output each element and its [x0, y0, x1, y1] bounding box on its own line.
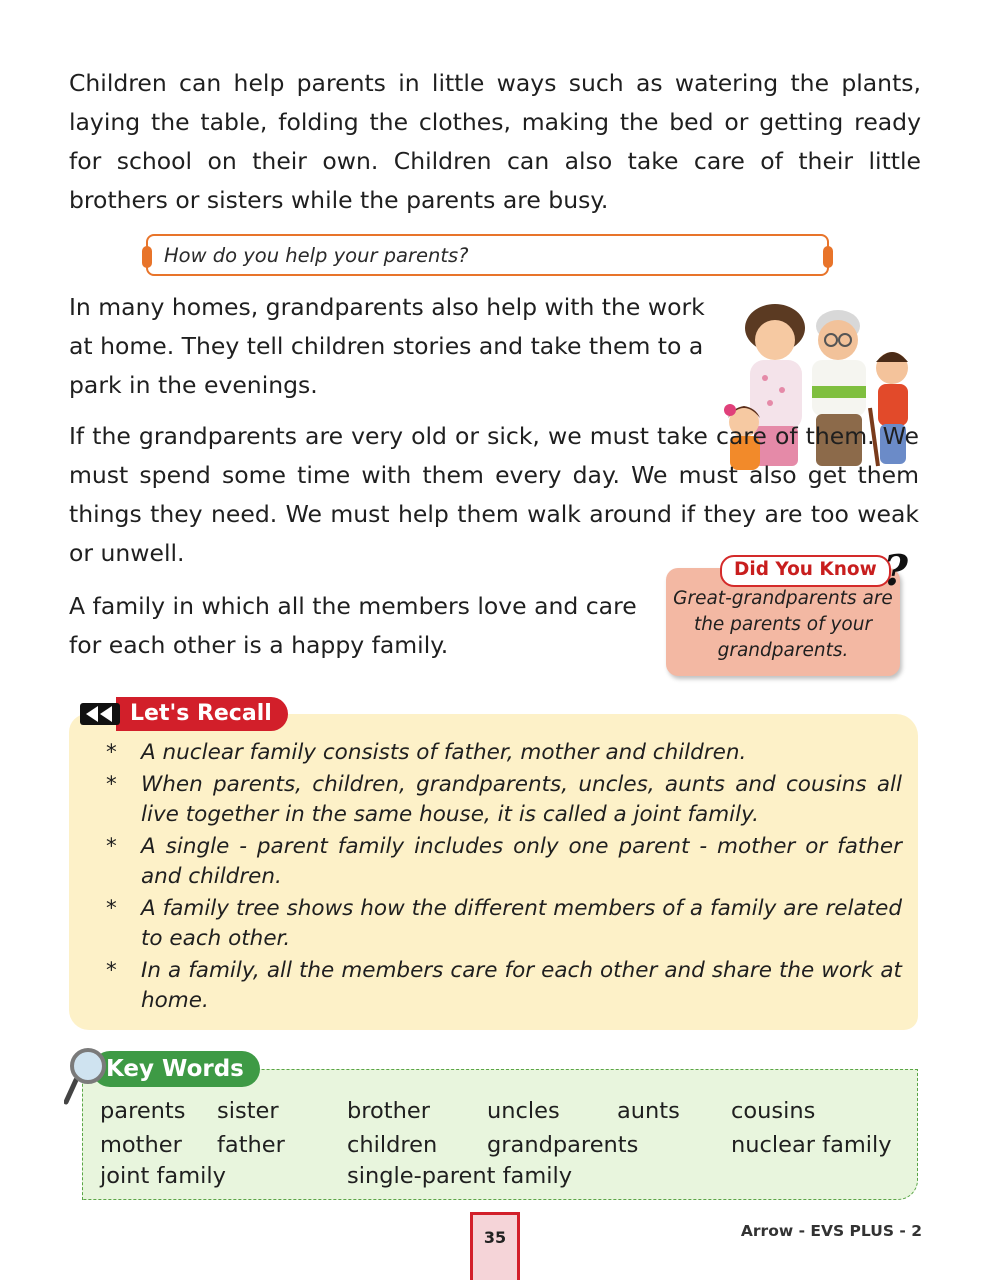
recall-list [104, 738, 902, 1018]
key-word: nuclear family [731, 1132, 892, 1158]
question-tab-left [142, 246, 152, 268]
page-number: 35 [470, 1212, 520, 1280]
key-word: brother [347, 1098, 430, 1124]
recall-item: * In a family, all the members care for each other and share the work at home. [104, 956, 902, 1016]
recall-item: * A nuclear family consists of father, mother and children. [104, 738, 902, 768]
lets-recall-header [80, 697, 288, 731]
key-word: sister [217, 1098, 279, 1124]
question-box [146, 234, 829, 276]
key-word: joint family [100, 1163, 226, 1189]
recall-item: * A single - parent family includes only one parent - mother or father and children. [104, 832, 902, 892]
did-you-know-text: Great-grandparents are the parents of your grandparents. [673, 588, 893, 661]
key-words-title: Key Words [92, 1051, 260, 1087]
key-word: single-parent family [347, 1163, 573, 1189]
did-you-know-title: Did You Know [720, 555, 891, 587]
paragraph-helping-parents: Children can help parents in little ways such as watering the plants, laying the table, folding the clothes, making the bed or getting ready for school on their own. Children can also take care of their little brothers or sisters while the parents are busy. [69, 69, 921, 214]
did-you-know-box [666, 546, 908, 676]
paragraph-grandparents-help: In many homes, grandparents also help with the work at home. They tell children stories and take them to a park in the evenings. [69, 293, 705, 399]
question-mark-icon: ? [883, 546, 908, 595]
key-word: parents [100, 1098, 186, 1124]
lets-recall-title: Let's Recall [116, 697, 288, 731]
question-tab-right [823, 246, 833, 268]
recall-item: * A family tree shows how the different members of a family are related to each other. [104, 894, 902, 954]
rewind-arrows-icon [80, 703, 120, 725]
key-word: grandparents [487, 1132, 639, 1158]
book-title-footer: Arrow - EVS PLUS - 2 [740, 1222, 922, 1240]
key-word: father [217, 1132, 285, 1158]
key-word: children [347, 1132, 438, 1158]
key-word: uncles [487, 1098, 560, 1124]
recall-item: * When parents, children, grandparents, uncles, aunts and cousins all live together in the same house, it is called a joint family. [104, 770, 902, 830]
question-text: How do you help your parents? [164, 244, 469, 267]
key-word: mother [100, 1132, 182, 1158]
key-word: cousins [731, 1098, 816, 1124]
key-word: aunts [617, 1098, 680, 1124]
paragraph-caring-for-grandparents: If the grandparents are very old or sick, we must take care of them. We must spend some time with them every day. We must also get them things they need. We must help them walk around if they are too weak or unwell. [69, 422, 919, 567]
paragraph-happy-family: A family in which all the members love and care for each other is a happy family. [69, 592, 637, 659]
